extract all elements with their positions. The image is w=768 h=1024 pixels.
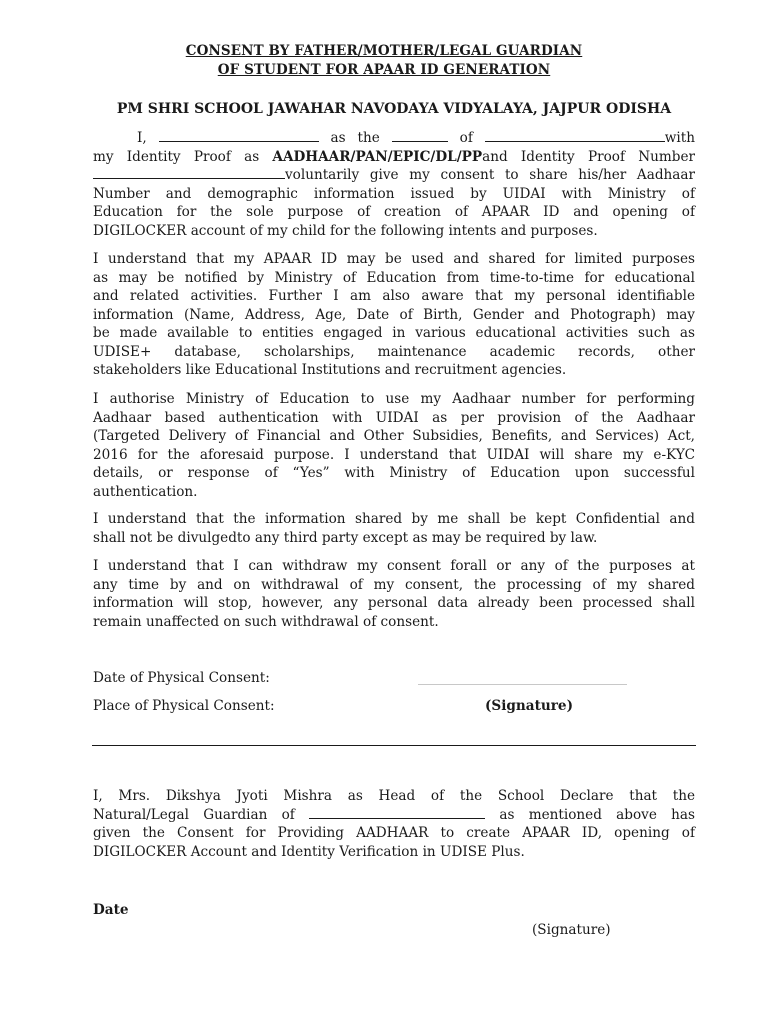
head-signature-label: (Signature) bbox=[532, 922, 611, 938]
section-divider bbox=[92, 745, 696, 746]
guardian-signature-label: (Signature) bbox=[485, 698, 574, 714]
consent-line-1: I, as the of with bbox=[137, 130, 695, 146]
id-proof-number-blank bbox=[93, 166, 285, 179]
guardian-signature-line bbox=[418, 684, 627, 685]
consent-line-3: voluntarily give my consent to share his/her Aadhaar bbox=[93, 166, 695, 185]
consent-paragraph-4: I understand that the information shared by me shall be kept Confidential and shall not be divulgedto any third party except as may be required by law. bbox=[93, 511, 695, 546]
consent-line-2: my Identity Proof as AADHAAR/PAN/EPIC/DL/PPand Identity Proof Number bbox=[93, 148, 695, 165]
consent-paragraph-2: I understand that my APAAR ID may be used and shared for limited purposes as may be notified by Ministry of Education from time-to-time for educational and related activities. Further I am also aware that my personal identifiable information (Name, Address, Age, Date of Birth, Gender and Photograph) may be made available to entities engaged in various educational activities such as UDISE+ database, scholarships, maintenance academic records, other stakeholders like Educational Institutions and recruitment agencies. bbox=[93, 251, 695, 378]
guardian-name-blank bbox=[159, 129, 319, 142]
school-name: PM SHRI SCHOOL JAWAHAR NAVODAYA VIDYALAYA, JAJPUR ODISHA bbox=[116, 101, 672, 117]
consent-paragraph-5: I understand that I can withdraw my consent forall or any of the purposes at any time by and on withdrawal of my consent, the processing of my shared information will stop, however, any personal data already been processed shall remain unaffected on such withdrawal of consent. bbox=[93, 558, 695, 630]
guardian-of-student-blank bbox=[309, 806, 485, 819]
consent-line-5: Education for the sole purpose of creation of APAAR ID and opening of bbox=[93, 204, 695, 220]
student-name-blank bbox=[485, 129, 665, 142]
form-title-line-1: CONSENT BY FATHER/MOTHER/LEGAL GUARDIAN bbox=[185, 43, 583, 59]
consent-line-6: DIGILOCKER account of my child for the following intents and purposes. bbox=[93, 222, 598, 239]
place-of-consent-label: Place of Physical Consent: bbox=[93, 698, 275, 714]
consent-paragraph-3: I authorise Ministry of Education to use my Aadhaar number for performing Aadhaar based authentication with UIDAI as per provision of the Aadhaar (Targeted Delivery of Financial and Other Subsidies, Benefits, and Services) Act, 2016 for the aforesaid purpose. I understand that UIDAI will share my e-KYC details, or response of “Yes” with Ministry of Education upon successful authentication. bbox=[93, 391, 695, 500]
date-of-consent-label: Date of Physical Consent: bbox=[93, 670, 270, 686]
form-title-line-2: OF STUDENT FOR APAAR ID GENERATION bbox=[217, 62, 551, 78]
relation-blank bbox=[392, 129, 448, 142]
consent-line-4: Number and demographic information issued by UIDAI with Ministry of bbox=[93, 185, 695, 202]
consent-paragraph-1 bbox=[93, 129, 695, 240]
declaration-date-label: Date bbox=[93, 902, 129, 918]
head-declaration-paragraph: I, Mrs. Dikshya Jyoti Mishra as Head of the School Declare that the Natural/Legal Guardian of as mentioned above has given the Consent for Providing AADHAAR to create APAAR ID, opening of DIGILOCKER Account and Identity Verification in UDISE Plus. bbox=[93, 788, 695, 860]
id-proof-types: AADHAAR/PAN/EPIC/DL/PP bbox=[272, 148, 483, 165]
